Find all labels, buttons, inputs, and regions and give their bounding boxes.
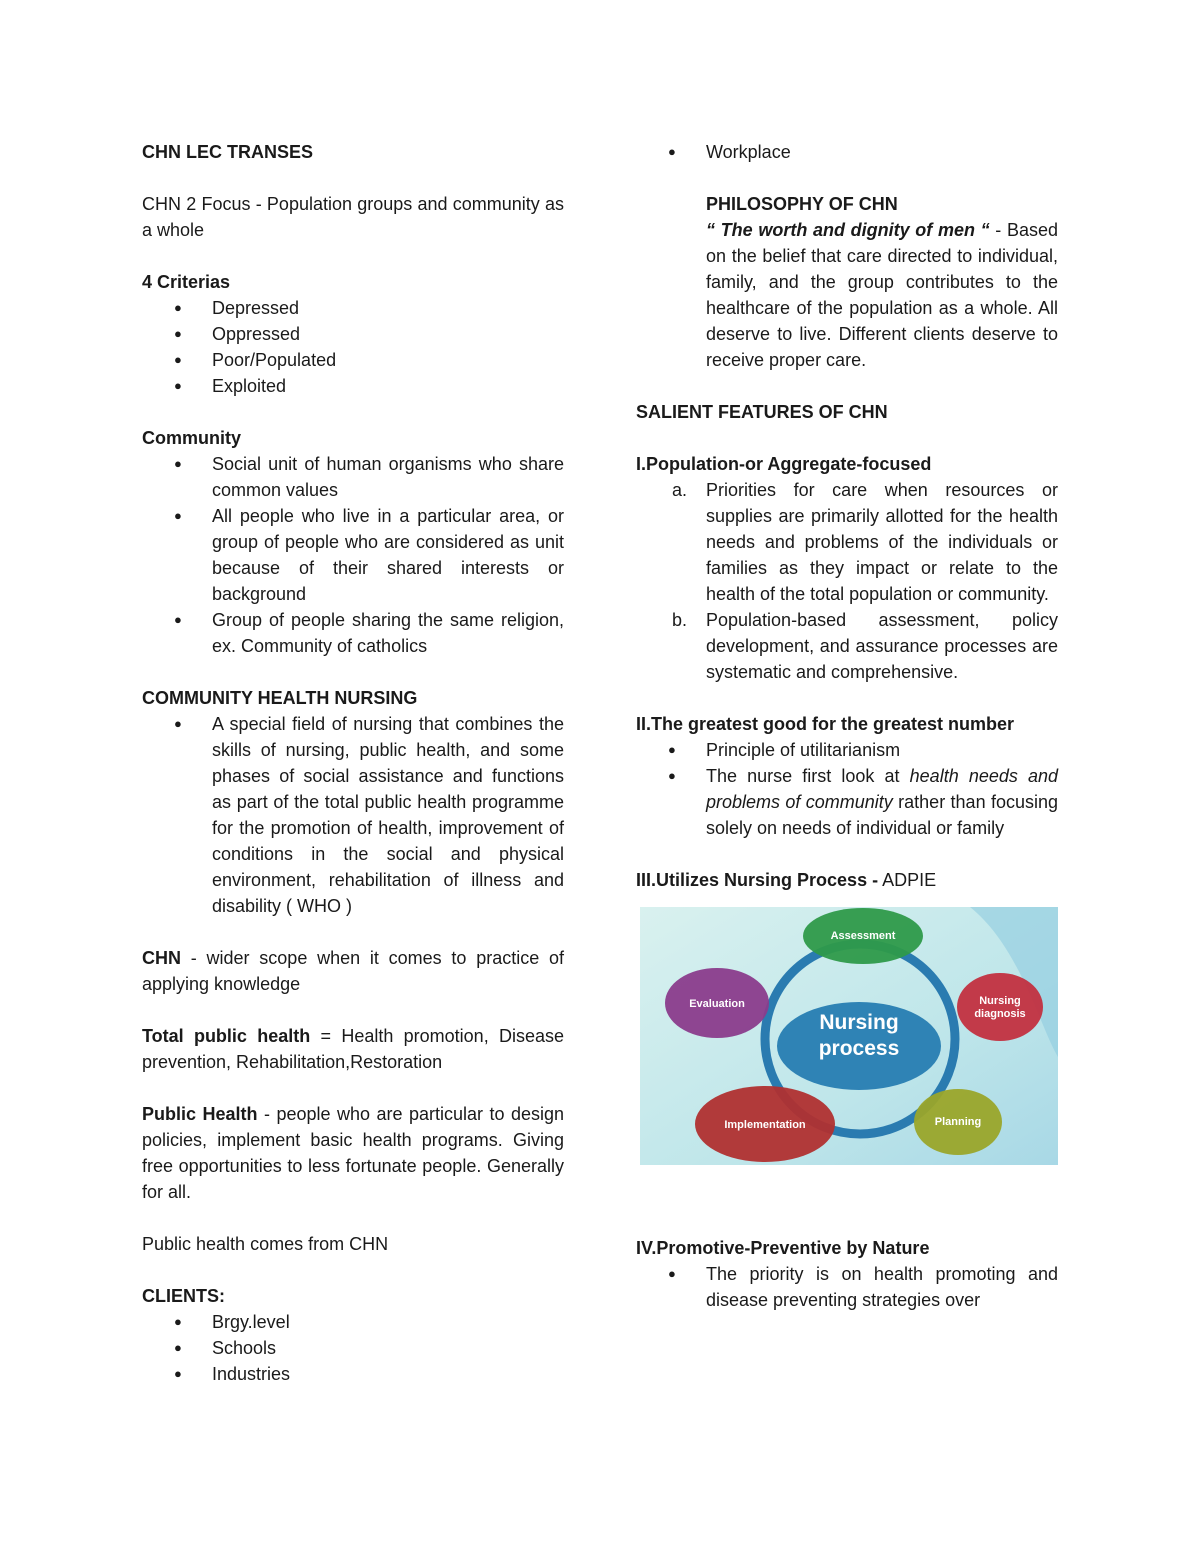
nursing-process-diagram xyxy=(640,907,1058,1165)
philosophy-heading: PHILOSOPHY OF CHN xyxy=(706,194,898,214)
criteria-list xyxy=(142,295,564,399)
list-item: ● Exploited xyxy=(142,373,564,399)
list-item: ● Group of people sharing the same religion, ex. Community of catholics xyxy=(142,607,564,659)
community-heading: Community xyxy=(142,428,241,448)
total-public-health-term: Total public health xyxy=(142,1026,311,1046)
nursing-process-svg xyxy=(640,907,1058,1165)
feature3-heading: III.Utilizes Nursing Process - xyxy=(636,870,879,890)
list-item-text: The nurse first look at xyxy=(706,766,910,786)
diagnosis-node xyxy=(957,973,1043,1041)
feature1-heading: I.Population-or Aggregate-focused xyxy=(636,454,932,474)
list-item: ● Depressed xyxy=(142,295,564,321)
list-marker: b. xyxy=(672,610,688,630)
clients-list xyxy=(142,1309,564,1387)
total-public-health-text: = Health promotion, Disease prevention, Rehabilitation,Restoration xyxy=(142,1026,565,1072)
list-item: ● Oppressed xyxy=(142,321,564,347)
feature3-suffix: ADPIE xyxy=(878,870,937,890)
chn-scope-paragraph xyxy=(142,945,564,997)
feature4-heading: IV.Promotive-Preventive by Nature xyxy=(636,1238,930,1258)
list-item: ● Brgy.level xyxy=(142,1309,564,1335)
center-label-1: Nursing xyxy=(819,1011,899,1034)
chn-scope-term: CHN xyxy=(142,948,181,968)
diagnosis-label-2: diagnosis xyxy=(974,1008,1026,1020)
list-item: ● The priority is on health promoting and disease preventing strategies over xyxy=(636,1261,1058,1313)
chn-scope-text: - wider scope when it comes to practice of applying knowledge xyxy=(142,948,564,994)
feature3-line xyxy=(636,867,1058,893)
list-item-text: Priorities for care when resources or supplies are primarily allotted for the health needs and problems of the individuals or families as they impact or relate to the health of the total population or community. xyxy=(706,480,1058,604)
philosophy-block xyxy=(636,191,1058,373)
feature1-list xyxy=(636,477,1058,685)
public-health-paragraph xyxy=(142,1101,564,1205)
center-label-2: process xyxy=(818,1037,900,1060)
list-item xyxy=(636,477,1058,607)
clients-list-continued xyxy=(636,139,1058,165)
list-item-text: rather than focusing solely on needs of individual or family xyxy=(706,792,1058,838)
list-item xyxy=(636,607,1058,685)
assessment-label: Assessment xyxy=(830,930,896,942)
feature2-heading: II.The greatest good for the greatest number xyxy=(636,714,1015,734)
emphasis-text: health needs and problems of community xyxy=(706,766,1059,812)
list-item: ● Poor/Populated xyxy=(142,347,564,373)
diagnosis-label-1: Nursing xyxy=(979,995,1021,1007)
list-item: ● Workplace xyxy=(636,139,1058,165)
document-title: CHN LEC TRANSES xyxy=(142,142,314,162)
public-health-text: - people who are particular to design policies, implement basic health programs. Giving free opportunities to less fortunate people. Generally for all. xyxy=(142,1104,564,1202)
list-item xyxy=(636,763,1058,841)
criteria-heading: 4 Criterias xyxy=(142,272,231,292)
feature4-list xyxy=(636,1261,1058,1313)
spacer xyxy=(636,1165,1058,1235)
list-item: ● Principle of utilitarianism xyxy=(636,737,1058,763)
philosophy-paragraph xyxy=(706,217,1058,373)
public-health-term: Public Health xyxy=(142,1104,258,1124)
evaluation-label: Evaluation xyxy=(689,998,745,1010)
list-item: ● Schools xyxy=(142,1335,564,1361)
list-item: ● Social unit of human organisms who share common values xyxy=(142,451,564,503)
clients-heading: CLIENTS: xyxy=(142,1286,225,1306)
list-item-text: Population-based assessment, policy development, and assurance processes are systematic and comprehensive. xyxy=(706,610,1058,682)
philosophy-quote: “ The worth and dignity of men “ xyxy=(706,220,990,240)
planning-label: Planning xyxy=(934,1116,982,1128)
chn-list xyxy=(142,711,564,919)
implementation-label: Implementation xyxy=(724,1119,806,1131)
philosophy-text: - Based on the belief that care directed to individual, family, and the group contributes to the healthcare of the population as a whole. All deserve to live. Different clients deserve to receive proper care. xyxy=(706,220,1058,370)
community-list xyxy=(142,451,564,659)
list-item: ● A special field of nursing that combines the skills of nursing, public health, and some phases of social assistance and functions as part of the total public health programme for the promotion of health, improvement of conditions in the social and physical environment, rehabilitation of illness and disability ( WHO ) xyxy=(142,711,564,919)
right-column xyxy=(636,139,1058,1313)
public-health-origin: Public health comes from CHN xyxy=(142,1234,389,1254)
list-item: ● All people who live in a particular area, or group of people who are considered as unit because of their shared interests or background xyxy=(142,503,564,607)
left-column xyxy=(142,139,564,1387)
focus-paragraph: CHN 2 Focus - Population groups and community as a whole xyxy=(142,194,564,240)
total-public-health-paragraph xyxy=(142,1023,564,1075)
list-marker: a. xyxy=(672,480,688,500)
list-item: ● Industries xyxy=(142,1361,564,1387)
feature2-list xyxy=(636,737,1058,841)
chn-heading: COMMUNITY HEALTH NURSING xyxy=(142,688,418,708)
salient-heading: SALIENT FEATURES OF CHN xyxy=(636,402,888,422)
